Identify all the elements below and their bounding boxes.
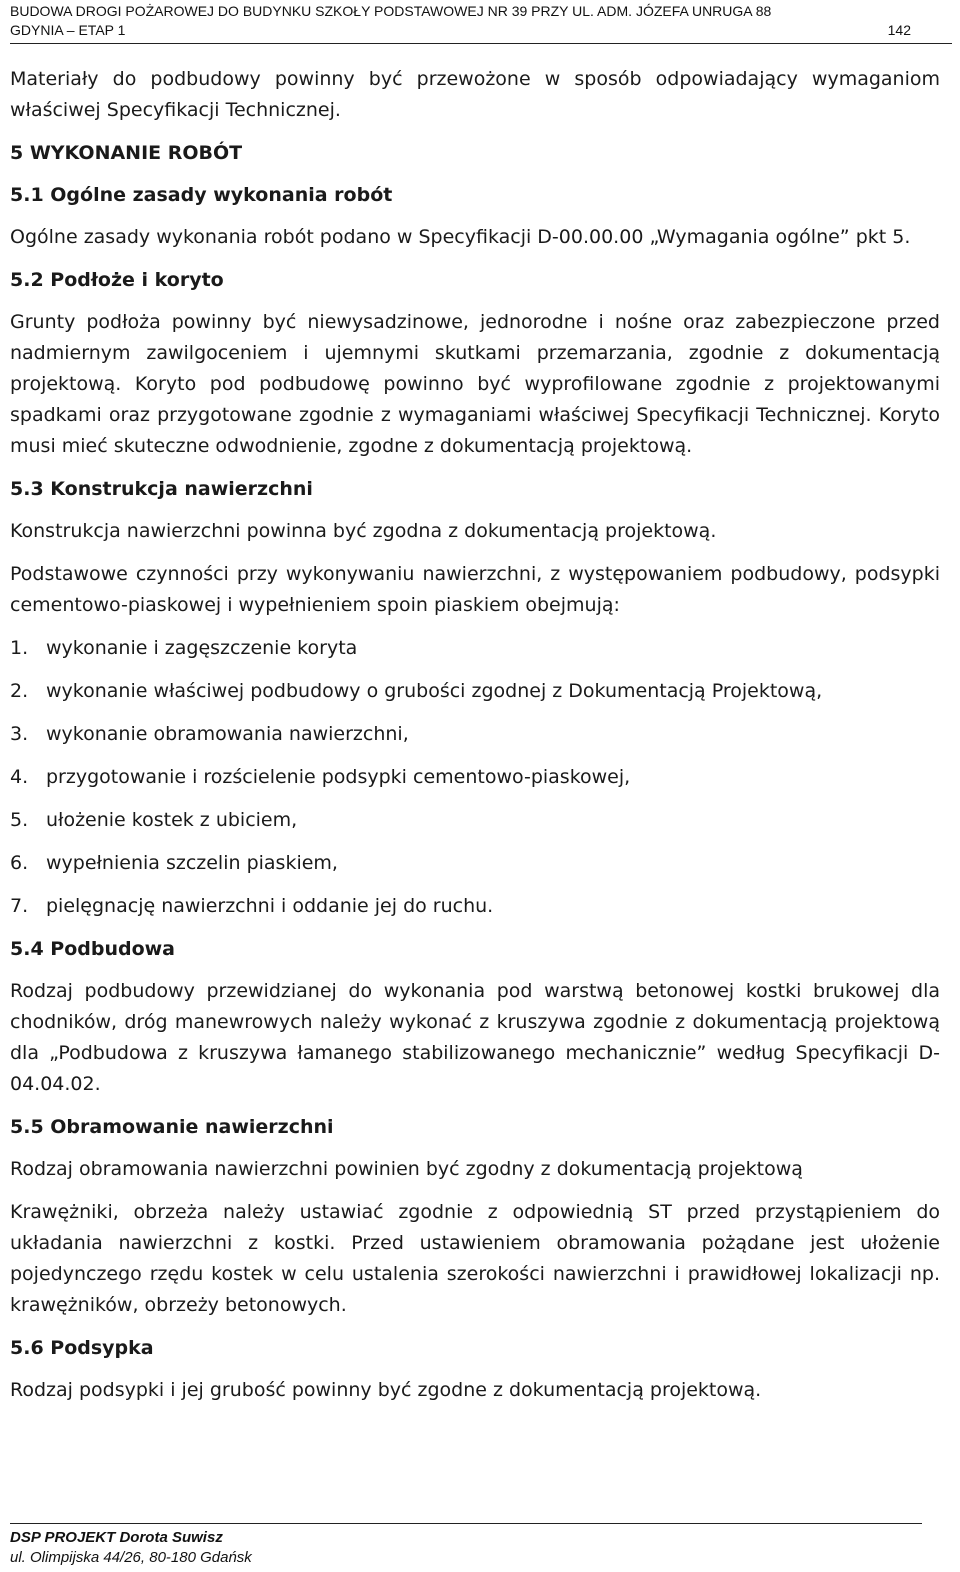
list-item-number: 7. xyxy=(10,895,29,917)
list-item-number: 2. xyxy=(10,680,29,702)
list-item-text: wykonanie i zagęszczenie koryta xyxy=(46,637,358,659)
list-item-number: 3. xyxy=(10,723,29,745)
work-steps-list xyxy=(10,633,940,922)
document-page xyxy=(10,0,940,1572)
list-item-text: ułożenie kostek z ubiciem, xyxy=(46,809,298,831)
footer-address: ul. Olimpijska 44/26, 80-180 Gdańsk xyxy=(10,1549,252,1566)
list-item-number: 5. xyxy=(10,809,29,831)
header-divider xyxy=(10,43,952,44)
section-5-4-paragraph: Rodzaj podbudowy przewidzianej do wykonania pod warstwą betonowej kostki brukowej dla chodników, dróg manewrowych należy wykonać z kruszywa zgodnie z dokumentacją projektową dla „Podbudowa z kruszywa łamanego stabilizowanego mechanicznie” według Specyfikacji D-04.04.02. xyxy=(10,980,940,1095)
list-item-text: wykonanie właściwej podbudowy o grubości zgodnej z Dokumentacją Projektową, xyxy=(46,680,823,702)
section-5-2-heading: 5.2 Podłoże i koryto xyxy=(10,269,224,291)
intro-paragraph: Materiały do podbudowy powinny być przewożone w sposób odpowiadający wymaganiom właściwej Specyfikacji Technicznej. xyxy=(10,68,940,121)
section-5-3-paragraph-1: Konstrukcja nawierzchni powinna być zgodna z dokumentacją projektową. xyxy=(10,520,717,542)
page-number: 142 xyxy=(887,22,911,38)
page-footer xyxy=(10,1528,252,1568)
list-item-text: pielęgnację nawierzchni i oddanie jej do ruchu. xyxy=(46,895,494,917)
section-5-5-paragraph-2: Krawężniki, obrzeża należy ustawiać zgodnie z odpowiednią ST przed przystąpieniem do układania nawierzchni z kostki. Przed ustawieniem obramowania pożądane jest ułożenie pojedynczego rzędu kostek w celu ustalenia szerokości nawierzchni i prawidłowej lokalizacji np. krawężników, obrzeży betonowych. xyxy=(10,1201,940,1316)
list-item-number: 6. xyxy=(10,852,29,874)
section-5-heading: 5 WYKONANIE ROBÓT xyxy=(10,142,243,164)
header-project-title: BUDOWA DROGI POŻAROWEJ DO BUDYNKU SZKOŁY PODSTAWOWEJ NR 39 PRZY UL. ADM. JÓZEFA UNRUGA 88 xyxy=(10,3,772,19)
list-item xyxy=(10,633,940,664)
list-item xyxy=(10,676,940,707)
section-5-6-paragraph: Rodzaj podsypki i jej grubość powinny być zgodne z dokumentacją projektową. xyxy=(10,1379,762,1401)
section-5-6-heading: 5.6 Podsypka xyxy=(10,1337,154,1359)
list-item-text: przygotowanie i rozścielenie podsypki cementowo-piaskowej, xyxy=(46,766,631,788)
section-5-4-heading: 5.4 Podbudowa xyxy=(10,938,176,960)
list-item-number: 4. xyxy=(10,766,29,788)
document-body xyxy=(10,64,940,1418)
list-item xyxy=(10,848,940,879)
section-5-5-paragraph-1: Rodzaj obramowania nawierzchni powinien być zgodny z dokumentacją projektową xyxy=(10,1158,803,1180)
list-item xyxy=(10,719,940,750)
list-item-number: 1. xyxy=(10,637,29,659)
list-item xyxy=(10,762,940,793)
section-5-3-paragraph-2: Podstawowe czynności przy wykonywaniu nawierzchni, z występowaniem podbudowy, podsypki cementowo-piaskowej i wypełnieniem spoin piaskiem obejmują: xyxy=(10,563,940,616)
section-5-1-paragraph: Ogólne zasady wykonania robót podano w Specyfikacji D-00.00.00 „Wymagania ogólne” pkt 5. xyxy=(10,226,911,248)
footer-company: DSP PROJEKT Dorota Suwisz xyxy=(10,1529,223,1546)
section-5-2-paragraph: Grunty podłoża powinny być niewysadzinowe, jednorodne i nośne oraz zabezpieczone przed nadmiernym zawilgoceniem i ujemnymi skutkami przemarzania, zgodnie z dokumentacją projektową. Koryto pod podbudowę powinno być wyprofilowane zgodnie z projektowanymi spadkami oraz przygotowane zgodnie z wymaganiami właściwej Specyfikacji Technicznej. Koryto musi mieć skuteczne odwodnienie, zgodne z dokumentacją projektową. xyxy=(10,311,940,457)
list-item xyxy=(10,805,940,836)
section-5-1-heading: 5.1 Ogólne zasady wykonania robót xyxy=(10,184,393,206)
section-5-5-heading: 5.5 Obramowanie nawierzchni xyxy=(10,1116,334,1138)
list-item-text: wykonanie obramowania nawierzchni, xyxy=(46,723,409,745)
list-item-text: wypełnienia szczelin piaskiem, xyxy=(46,852,338,874)
page-header xyxy=(10,2,954,40)
footer-divider xyxy=(10,1523,922,1524)
header-location: GDYNIA – ETAP 1 xyxy=(10,22,126,38)
list-item xyxy=(10,891,940,922)
section-5-3-heading: 5.3 Konstrukcja nawierzchni xyxy=(10,478,313,500)
header-project-subtitle xyxy=(10,21,954,40)
